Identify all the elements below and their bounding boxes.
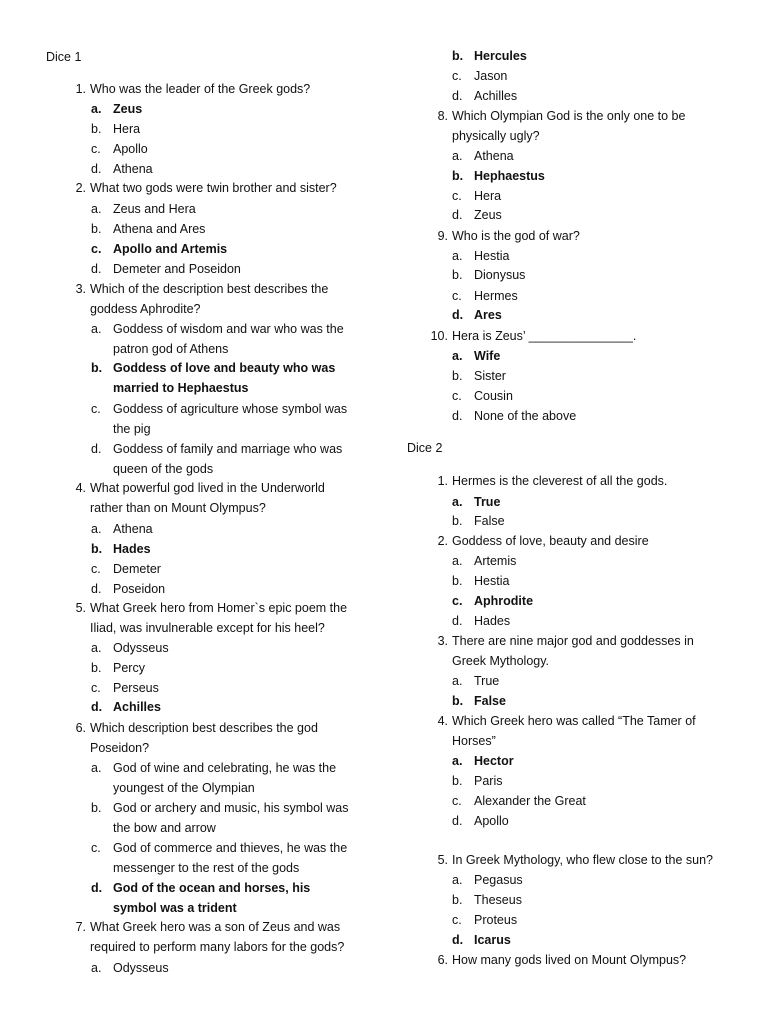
question-text: Which of the description best describes the goddess Aphrodite? xyxy=(90,282,329,316)
dice2-option-4c xyxy=(452,791,586,811)
question-number: 4. xyxy=(437,714,448,728)
question-number: 3. xyxy=(75,282,86,296)
question-text: What two gods were twin brother and sister? xyxy=(90,181,337,195)
option-letter: a. xyxy=(452,149,463,163)
question-9 xyxy=(437,226,712,246)
option-letter: d. xyxy=(91,442,102,456)
option-text: Jason xyxy=(474,69,508,83)
option-letter: a. xyxy=(452,873,463,887)
option-2a xyxy=(91,199,196,219)
dice2-question-5 xyxy=(437,850,752,870)
question-number: 5. xyxy=(437,853,448,867)
dice2-option-1a xyxy=(452,492,501,512)
option-8a xyxy=(452,146,514,166)
option-text: Hercules xyxy=(474,49,527,63)
option-text: Apollo xyxy=(474,814,509,828)
option-7a xyxy=(91,958,169,978)
option-text: Zeus and Hera xyxy=(113,202,196,216)
question-text: Goddess of love, beauty and desire xyxy=(452,534,649,548)
option-letter: a. xyxy=(91,202,102,216)
option-letter: b. xyxy=(91,801,102,815)
question-number: 6. xyxy=(437,953,448,967)
option-5d xyxy=(91,697,161,717)
question-2 xyxy=(75,178,380,198)
question-number: 2. xyxy=(75,181,86,195)
question-number: 5. xyxy=(75,601,86,615)
option-text: Hera xyxy=(113,122,141,136)
option-letter: d. xyxy=(91,582,102,596)
question-6 xyxy=(75,718,340,758)
option-letter: b. xyxy=(452,369,463,383)
question-number: 10. xyxy=(430,329,448,343)
option-text: Alexander the Great xyxy=(474,794,586,808)
option-letter: c. xyxy=(91,841,101,855)
option-3d xyxy=(91,439,358,479)
question-7 xyxy=(75,917,365,957)
question-text: Which description best describes the god Poseidon? xyxy=(90,721,318,755)
option-3b xyxy=(91,358,348,398)
option-letter: c. xyxy=(452,389,462,403)
option-text: Goddess of agriculture whose symbol was the pig xyxy=(113,402,348,436)
option-5b xyxy=(91,658,145,678)
option-text: True xyxy=(474,495,501,509)
option-letter: c. xyxy=(91,681,101,695)
option-letter: a. xyxy=(91,641,102,655)
dice2-question-6 xyxy=(437,950,742,970)
question-number: 7. xyxy=(75,920,86,934)
dice2-option-5a xyxy=(452,870,523,890)
option-text: Odysseus xyxy=(113,641,169,655)
option-2c xyxy=(91,239,228,259)
option-1b xyxy=(91,119,141,139)
option-letter: d. xyxy=(452,933,464,947)
option-text: Proteus xyxy=(474,913,518,927)
question-5 xyxy=(75,598,365,638)
option-letter: c. xyxy=(452,794,462,808)
option-1d xyxy=(91,159,153,179)
question-text: Which Greek hero was called “The Tamer of Horses” xyxy=(452,714,696,748)
option-letter: a. xyxy=(452,754,463,768)
option-letter: a. xyxy=(452,554,463,568)
option-text: Goddess of love and beauty who was married to Hephaestus xyxy=(113,361,336,395)
option-text: Hestia xyxy=(474,249,510,263)
dice2-option-3a xyxy=(452,671,500,691)
option-text: Achilles xyxy=(113,700,161,714)
dice2-question-2 xyxy=(437,531,732,551)
question-text: In Greek Mythology, who flew close to the sun? xyxy=(452,853,714,867)
dice2-option-2b xyxy=(452,571,510,591)
option-10a xyxy=(452,346,501,366)
option-9c xyxy=(452,286,518,306)
option-letter: b. xyxy=(452,774,463,788)
option-letter: b. xyxy=(452,893,463,907)
option-letter: d. xyxy=(91,162,102,176)
question-text: Who was the leader of the Greek gods? xyxy=(90,82,311,96)
option-text: Athena and Ares xyxy=(113,222,206,236)
option-letter: b. xyxy=(452,574,463,588)
option-letter: b. xyxy=(452,514,463,528)
option-letter: c. xyxy=(91,402,101,416)
option-text: Hector xyxy=(474,754,514,768)
option-6b xyxy=(91,798,358,838)
option-text: Goddess of wisdom and war who was the patron god of Athens xyxy=(113,322,344,356)
question-text: Who is the god of war? xyxy=(452,229,580,243)
dice2-option-4b xyxy=(452,771,503,791)
question-text: Hermes is the cleverest of all the gods. xyxy=(452,474,668,488)
option-letter: a. xyxy=(452,495,463,509)
option-letter: a. xyxy=(91,322,102,336)
option-text: Poseidon xyxy=(113,582,166,596)
option-text: Cousin xyxy=(474,389,513,403)
question-number: 6. xyxy=(75,721,86,735)
option-letter: b. xyxy=(452,694,464,708)
option-text: God of the ocean and horses, his symbol was a trident xyxy=(113,881,311,915)
option-7c xyxy=(452,66,508,86)
option-text: False xyxy=(474,514,505,528)
option-text: Hestia xyxy=(474,574,510,588)
option-text: Aphrodite xyxy=(474,594,534,608)
option-text: Zeus xyxy=(474,208,502,222)
dice2-question-3 xyxy=(437,631,712,671)
option-letter: d. xyxy=(91,881,103,895)
option-text: True xyxy=(474,674,500,688)
option-text: Hephaestus xyxy=(474,169,545,183)
question-3 xyxy=(75,279,350,319)
option-letter: c. xyxy=(452,69,462,83)
question-number: 9. xyxy=(437,229,448,243)
option-text: Wife xyxy=(474,349,501,363)
option-letter: b. xyxy=(452,268,463,282)
question-number: 1. xyxy=(437,474,448,488)
dice2-heading: Dice 2 xyxy=(407,441,443,455)
option-text: Icarus xyxy=(474,933,511,947)
option-letter: c. xyxy=(91,242,102,256)
option-text: Athena xyxy=(113,522,153,536)
question-text: Hera is Zeus’ _______________. xyxy=(452,329,637,343)
option-letter: c. xyxy=(452,913,462,927)
option-text: Apollo and Artemis xyxy=(113,242,228,256)
question-4 xyxy=(75,478,350,518)
option-letter: b. xyxy=(452,49,464,63)
dice1-heading: Dice 1 xyxy=(46,50,82,64)
question-8 xyxy=(437,106,712,146)
option-letter: a. xyxy=(452,674,463,688)
option-letter: c. xyxy=(452,594,463,608)
option-text: Percy xyxy=(113,661,145,675)
question-text: There are nine major god and goddesses in Greek Mythology. xyxy=(452,634,694,668)
option-9d xyxy=(452,305,502,325)
option-text: Dionysus xyxy=(474,268,526,282)
option-text: Hera xyxy=(474,189,502,203)
option-10b xyxy=(452,366,506,386)
option-text: God or archery and music, his symbol was the bow and arrow xyxy=(113,801,349,835)
dice2-option-1b xyxy=(452,511,505,531)
option-text: Athena xyxy=(474,149,514,163)
option-letter: d. xyxy=(452,614,463,628)
option-4d xyxy=(91,579,166,599)
option-text: Ares xyxy=(474,308,502,322)
option-10d xyxy=(452,406,577,426)
dice2-option-5b xyxy=(452,890,522,910)
option-letter: d. xyxy=(91,262,102,276)
question-text: What powerful god lived in the Underworld rather than on Mount Olympus? xyxy=(90,481,325,515)
option-text: Demeter and Poseidon xyxy=(113,262,241,276)
option-text: Artemis xyxy=(474,554,517,568)
option-text: Hades xyxy=(474,614,511,628)
option-3a xyxy=(91,319,358,359)
dice2-option-2a xyxy=(452,551,517,571)
option-text: Demeter xyxy=(113,562,161,576)
option-text: Paris xyxy=(474,774,503,788)
option-letter: d. xyxy=(452,409,463,423)
dice2-question-4 xyxy=(437,711,717,751)
option-9b xyxy=(452,265,526,285)
option-letter: c. xyxy=(91,562,101,576)
option-letter: a. xyxy=(91,102,102,116)
dice2-option-5d xyxy=(452,930,511,950)
option-2b xyxy=(91,219,206,239)
option-4b xyxy=(91,539,151,559)
option-letter: a. xyxy=(91,961,102,975)
option-1a xyxy=(91,99,143,119)
dice2-option-2d xyxy=(452,611,511,631)
question-number: 4. xyxy=(75,481,86,495)
dice2-option-5c xyxy=(452,910,518,930)
option-letter: d. xyxy=(91,700,103,714)
option-text: Apollo xyxy=(113,142,148,156)
option-letter: b. xyxy=(91,222,102,236)
option-letter: d. xyxy=(452,89,463,103)
question-1 xyxy=(75,79,370,99)
option-letter: b. xyxy=(91,661,102,675)
option-letter: b. xyxy=(91,361,103,375)
option-letter: a. xyxy=(452,349,463,363)
option-5c xyxy=(91,678,159,698)
question-text: Which Olympian God is the only one to be physically ugly? xyxy=(452,109,686,143)
option-text: Hermes xyxy=(474,289,518,303)
question-text: What Greek hero from Homer`s epic poem the Iliad, was invulnerable except for his heel? xyxy=(90,601,348,635)
question-number: 8. xyxy=(437,109,448,123)
option-9a xyxy=(452,246,510,266)
question-number: 2. xyxy=(437,534,448,548)
option-letter: a. xyxy=(452,249,463,263)
option-letter: d. xyxy=(452,208,463,222)
option-3c xyxy=(91,399,363,439)
option-text: God of wine and celebrating, he was the youngest of the Olympian xyxy=(113,761,337,795)
option-text: Perseus xyxy=(113,681,159,695)
option-text: Goddess of family and marriage who was queen of the gods xyxy=(113,442,343,476)
option-letter: a. xyxy=(91,761,102,775)
question-number: 1. xyxy=(75,82,86,96)
option-text: Hades xyxy=(113,542,151,556)
option-text: Pegasus xyxy=(474,873,523,887)
option-letter: b. xyxy=(91,542,103,556)
option-text: None of the above xyxy=(474,409,577,423)
option-6d xyxy=(91,878,353,918)
option-text: False xyxy=(474,694,506,708)
option-7d xyxy=(452,86,518,106)
option-letter: d. xyxy=(452,814,463,828)
option-2d xyxy=(91,259,241,279)
option-letter: c. xyxy=(452,289,462,303)
option-5a xyxy=(91,638,169,658)
option-8b xyxy=(452,166,545,186)
option-6c xyxy=(91,838,358,878)
question-text: What Greek hero was a son of Zeus and was required to perform many labors for the gods? xyxy=(90,920,345,954)
question-10 xyxy=(430,326,712,346)
dice2-question-1 xyxy=(437,471,732,491)
dice2-option-3b xyxy=(452,691,506,711)
option-letter: c. xyxy=(452,189,462,203)
option-7b xyxy=(452,46,527,66)
option-6a xyxy=(91,758,353,798)
option-letter: a. xyxy=(91,522,102,536)
question-text: How many gods lived on Mount Olympus? xyxy=(452,953,687,967)
option-4c xyxy=(91,559,161,579)
option-text: God of commerce and thieves, he was the messenger to the rest of the gods xyxy=(113,841,348,875)
option-letter: b. xyxy=(452,169,464,183)
option-10c xyxy=(452,386,513,406)
option-letter: d. xyxy=(452,308,464,322)
option-1c xyxy=(91,139,148,159)
dice2-option-4d xyxy=(452,811,509,831)
dice2-option-2c xyxy=(452,591,534,611)
option-text: Theseus xyxy=(474,893,522,907)
option-letter: c. xyxy=(91,142,101,156)
option-text: Sister xyxy=(474,369,506,383)
option-text: Athena xyxy=(113,162,153,176)
option-text: Achilles xyxy=(474,89,518,103)
option-text: Odysseus xyxy=(113,961,169,975)
option-8c xyxy=(452,186,502,206)
option-4a xyxy=(91,519,153,539)
option-letter: b. xyxy=(91,122,102,136)
option-text: Zeus xyxy=(113,102,143,116)
dice2-option-4a xyxy=(452,751,514,771)
option-8d xyxy=(452,205,502,225)
question-number: 3. xyxy=(437,634,448,648)
